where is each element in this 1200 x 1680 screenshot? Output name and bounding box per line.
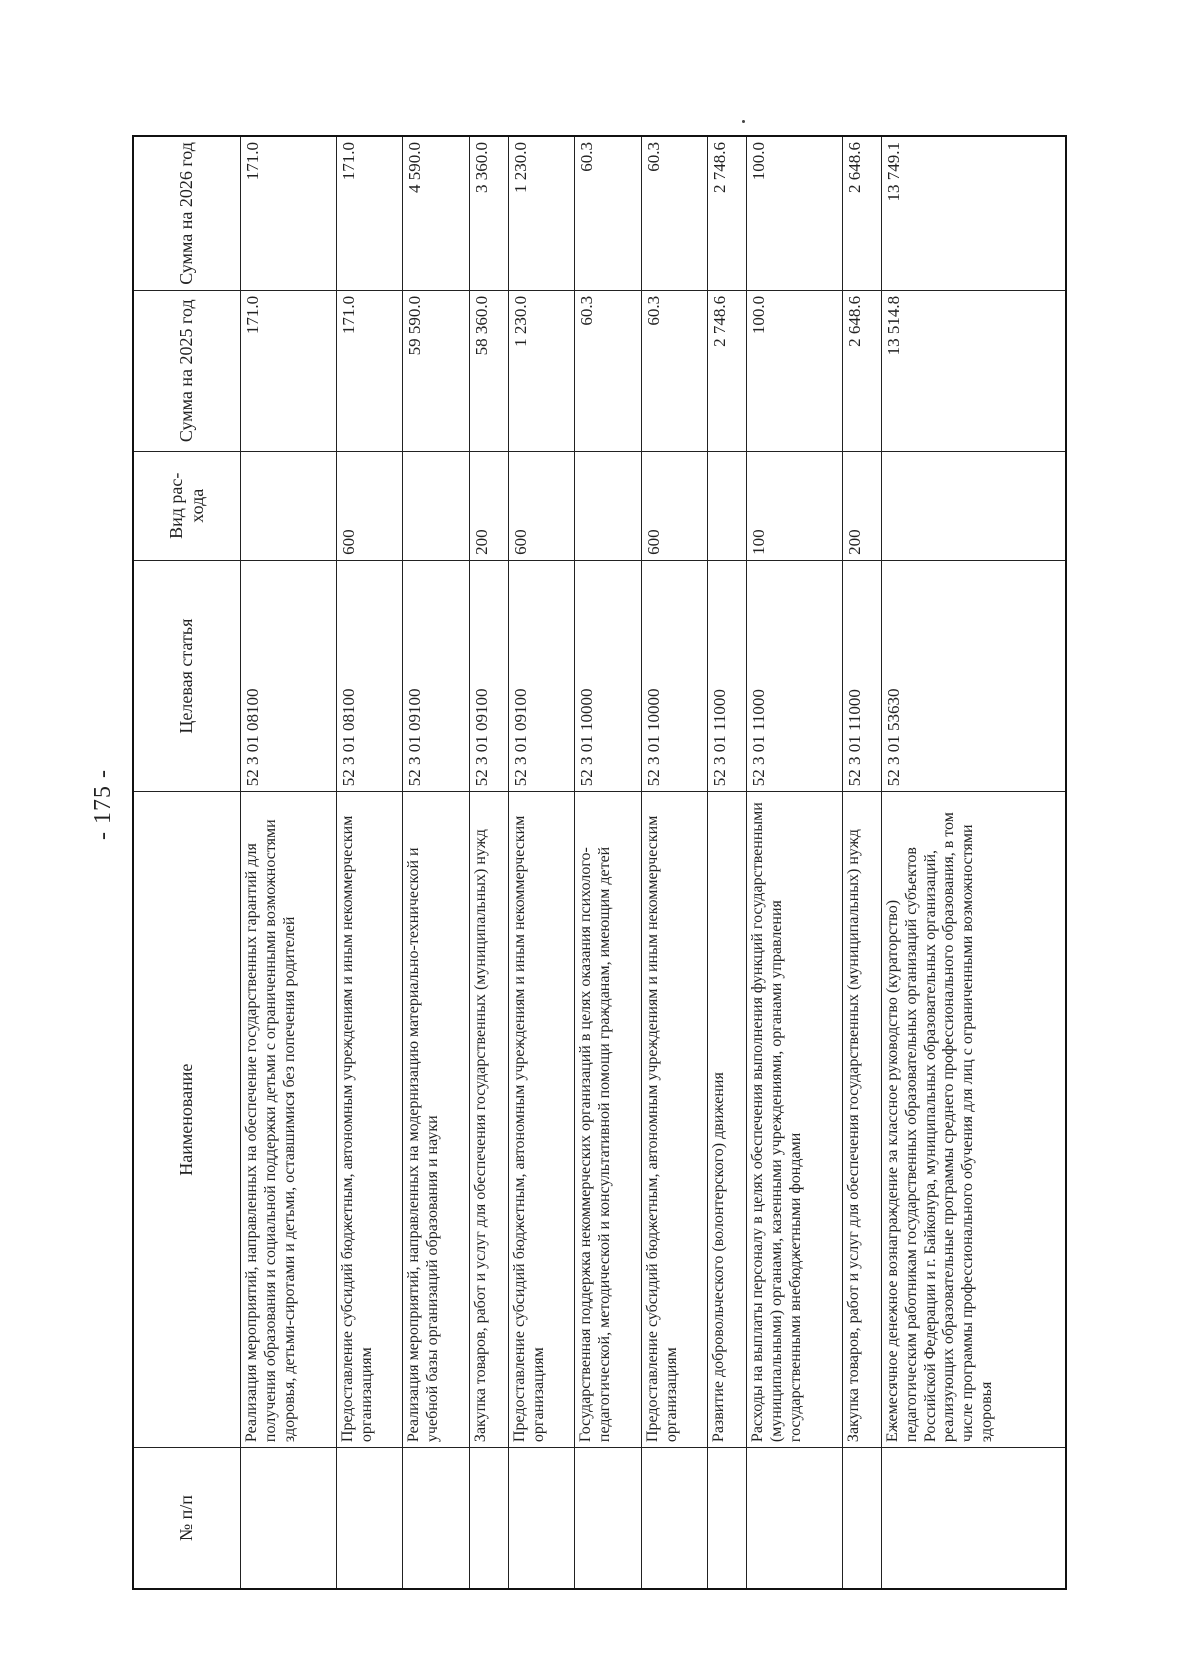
cell-vid: 200 bbox=[469, 451, 508, 560]
header-vid: Вид рас-хода bbox=[133, 451, 241, 560]
cell-name: Реализация мероприятий, направленных на модернизацию материально-технической и учебной базы организаций образования и науки bbox=[403, 792, 469, 1448]
cell-vid: 600 bbox=[336, 451, 402, 560]
table-row bbox=[747, 136, 843, 1589]
header-name: Наименование bbox=[133, 792, 241, 1448]
cell-sum-2026: 171.0 bbox=[241, 136, 337, 290]
cell-sum-2026: 2 648.6 bbox=[842, 136, 881, 290]
cell-target: 52 3 01 10000 bbox=[575, 560, 641, 791]
header-target: Целевая статья bbox=[133, 560, 241, 791]
cell-vid bbox=[403, 451, 469, 560]
cell-name: Закупка товаров, работ и услуг для обеспечения государственных (муниципальных) нужд bbox=[469, 792, 508, 1448]
cell-sum-2025: 100.0 bbox=[747, 290, 843, 451]
cell-name: Развитие добровольческого (волонтерского) движения bbox=[708, 792, 747, 1448]
cell-target: 52 3 01 10000 bbox=[641, 560, 707, 791]
table-row bbox=[508, 136, 574, 1589]
cell-sum-2025: 58 360.0 bbox=[469, 290, 508, 451]
cell-vid bbox=[708, 451, 747, 560]
cell-num bbox=[336, 1448, 402, 1589]
cell-sum-2026: 2 748.6 bbox=[708, 136, 747, 290]
cell-sum-2025: 13 514.8 bbox=[881, 290, 1066, 451]
cell-name: Предоставление субсидий бюджетным, автономным учреждениям и иным некоммерческим организациям bbox=[336, 792, 402, 1448]
cell-vid: 600 bbox=[641, 451, 707, 560]
header-sum-2025: Сумма на 2025 год bbox=[133, 290, 241, 451]
page-number: - 175 - bbox=[90, 769, 116, 840]
table-row bbox=[403, 136, 469, 1589]
table-row bbox=[641, 136, 707, 1589]
cell-vid bbox=[881, 451, 1066, 560]
cell-sum-2025: 2 648.6 bbox=[842, 290, 881, 451]
cell-sum-2026: 3 360.0 bbox=[469, 136, 508, 290]
cell-num bbox=[881, 1448, 1066, 1589]
cell-num bbox=[508, 1448, 574, 1589]
cell-num bbox=[403, 1448, 469, 1589]
cell-sum-2025: 59 590.0 bbox=[403, 290, 469, 451]
cell-target: 52 3 01 11000 bbox=[747, 560, 843, 791]
cell-target: 52 3 01 53630 bbox=[881, 560, 1066, 791]
cell-sum-2025: 2 748.6 bbox=[708, 290, 747, 451]
cell-sum-2025: 1 230.0 bbox=[508, 290, 574, 451]
cell-num bbox=[747, 1448, 843, 1589]
table-row bbox=[336, 136, 402, 1589]
cell-num bbox=[469, 1448, 508, 1589]
cell-num bbox=[842, 1448, 881, 1589]
table-row bbox=[842, 136, 881, 1589]
cell-target: 52 3 01 09100 bbox=[508, 560, 574, 791]
cell-name: Государственная поддержка некоммерческих организаций в целях оказания психолого-педагогической, методической и консультативной помощи гражданам, имеющим детей bbox=[575, 792, 641, 1448]
cell-target: 52 3 01 11000 bbox=[842, 560, 881, 791]
cell-num bbox=[241, 1448, 337, 1589]
cell-num bbox=[641, 1448, 707, 1589]
budget-table bbox=[132, 135, 1067, 1590]
cell-sum-2025: 60.3 bbox=[575, 290, 641, 451]
cell-vid: 100 bbox=[747, 451, 843, 560]
table-row bbox=[881, 136, 1066, 1589]
scan-dot bbox=[742, 120, 745, 123]
cell-sum-2026: 13 749.1 bbox=[881, 136, 1066, 290]
cell-sum-2025: 171.0 bbox=[241, 290, 337, 451]
cell-name: Закупка товаров, работ и услуг для обеспечения государственных (муниципальных) нужд bbox=[842, 792, 881, 1448]
cell-sum-2025: 60.3 bbox=[641, 290, 707, 451]
cell-num bbox=[708, 1448, 747, 1589]
table-body bbox=[241, 136, 1067, 1589]
cell-num bbox=[575, 1448, 641, 1589]
cell-name: Предоставление субсидий бюджетным, автономным учреждениям и иным некоммерческим организациям bbox=[508, 792, 574, 1448]
table-row bbox=[575, 136, 641, 1589]
rotated-table-container bbox=[132, 135, 1067, 1590]
cell-target: 52 3 01 11000 bbox=[708, 560, 747, 791]
cell-sum-2026: 60.3 bbox=[575, 136, 641, 290]
cell-target: 52 3 01 08100 bbox=[336, 560, 402, 791]
cell-sum-2026: 1 230.0 bbox=[508, 136, 574, 290]
cell-name: Предоставление субсидий бюджетным, автономным учреждениям и иным некоммерческим организациям bbox=[641, 792, 707, 1448]
cell-name: Ежемесячное денежное вознаграждение за классное руководство (кураторство) педагогическим работникам государственных образовательных организаций субъектов Российской Федерации и г. Байконура, муниципальных образовательных организаций, реализующих образовательные программы среднего профессионального образования, в том числе программы профессионального обучения для лиц с ограниченными возможностями здоровья bbox=[881, 792, 1066, 1448]
cell-target: 52 3 01 09100 bbox=[469, 560, 508, 791]
cell-sum-2025: 171.0 bbox=[336, 290, 402, 451]
cell-vid bbox=[241, 451, 337, 560]
table-row bbox=[241, 136, 337, 1589]
cell-sum-2026: 171.0 bbox=[336, 136, 402, 290]
cell-target: 52 3 01 08100 bbox=[241, 560, 337, 791]
table-row bbox=[708, 136, 747, 1589]
header-num: № п/п bbox=[133, 1448, 241, 1589]
cell-vid: 600 bbox=[508, 451, 574, 560]
table-row bbox=[469, 136, 508, 1589]
cell-vid bbox=[575, 451, 641, 560]
cell-name: Реализация мероприятий, направленных на обеспечение государственных гарантий для получения образования и социальной поддержки детьми с ограниченными возможностями здоровья, детьми-сиротами и детьми, оставшимися без попечения родителей bbox=[241, 792, 337, 1448]
cell-sum-2026: 4 590.0 bbox=[403, 136, 469, 290]
cell-name: Расходы на выплаты персоналу в целях обеспечения выполнения функций государственными (муниципальными) органами, казенными учреждениями, органами управления государственными внебюджетными фондами bbox=[747, 792, 843, 1448]
cell-sum-2026: 100.0 bbox=[747, 136, 843, 290]
table-header-row bbox=[133, 136, 241, 1589]
cell-vid: 200 bbox=[842, 451, 881, 560]
cell-target: 52 3 01 09100 bbox=[403, 560, 469, 791]
cell-sum-2026: 60.3 bbox=[641, 136, 707, 290]
header-sum-2026: Сумма на 2026 год bbox=[133, 136, 241, 290]
